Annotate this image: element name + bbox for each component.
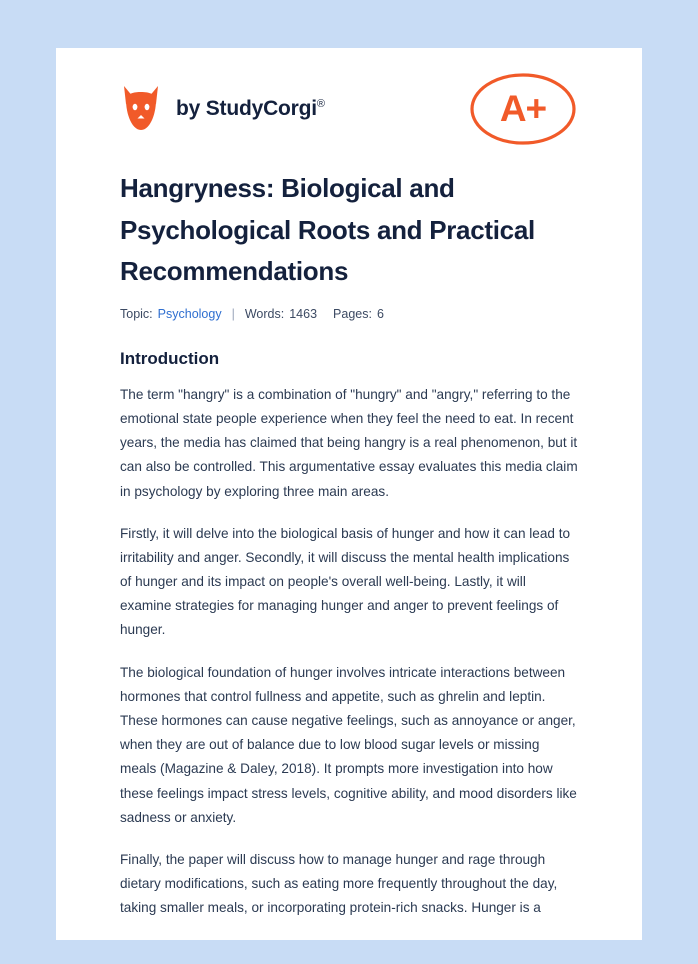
paragraph: Firstly, it will delve into the biological basis of hunger and how it can lead to irritability and anger. Secondly, it will discuss the mental health implications of hunger and its impact on people's overall well-being. Lastly, it will examine strategies for managing hunger and anger to prevent feelings of hunger.	[120, 525, 571, 638]
document-meta	[120, 307, 578, 321]
pages-label: Pages:	[333, 306, 372, 321]
page-content	[56, 48, 642, 921]
document-header	[120, 48, 578, 152]
paragraph: The term "hangry" is a combination of "hungry" and "angry," referring to the emotional state people experience when they feel the need to eat. In recent years, the media has claimed that being hangry is a real phenomenon, but it can also be controlled. This argumentative essay evaluates this media claim in psychology by exploring three main areas.	[120, 386, 578, 499]
section-heading-introduction: Introduction	[120, 348, 220, 368]
corgi-fox-head-icon	[120, 84, 162, 134]
brand-name	[176, 97, 325, 121]
pages-value: 6	[376, 306, 384, 321]
grade-badge-text: A+	[499, 88, 547, 129]
document-page	[56, 48, 642, 940]
words-value: 1463	[289, 306, 318, 321]
brand-logo[interactable]	[120, 84, 325, 134]
page-title: Hangryness: Biological and Psychological Roots and Practical Recommendations	[120, 173, 535, 287]
brand-title: StudyCorgi	[205, 97, 317, 120]
paragraph: Finally, the paper will discuss how to manage hunger and rage through dietary modifications, such as eating more frequently throughout the day, taking smaller meals, or incorporating protein-rich snacks. Hunger is a	[120, 851, 558, 916]
topic-link[interactable]: Psychology	[157, 306, 222, 321]
grade-badge	[468, 70, 578, 148]
topic-label: Topic:	[120, 306, 153, 321]
brand-prefix: by	[176, 97, 201, 120]
meta-separator: |	[231, 306, 235, 321]
registered-mark: ®	[316, 98, 325, 110]
words-label: Words:	[244, 306, 285, 321]
paragraph: The biological foundation of hunger involves intricate interactions between hormones that control fullness and appetite, such as ghrelin and leptin. These hormones can cause negative feelings, such as annoyance or anger, when they are out of balance due to low blood sugar levels or missing meals (Magazine & Daley, 2018). It prompts more investigation into how these feelings impact stress levels, cognitive ability, and mood disorders like sadness or anxiety.	[120, 664, 577, 825]
